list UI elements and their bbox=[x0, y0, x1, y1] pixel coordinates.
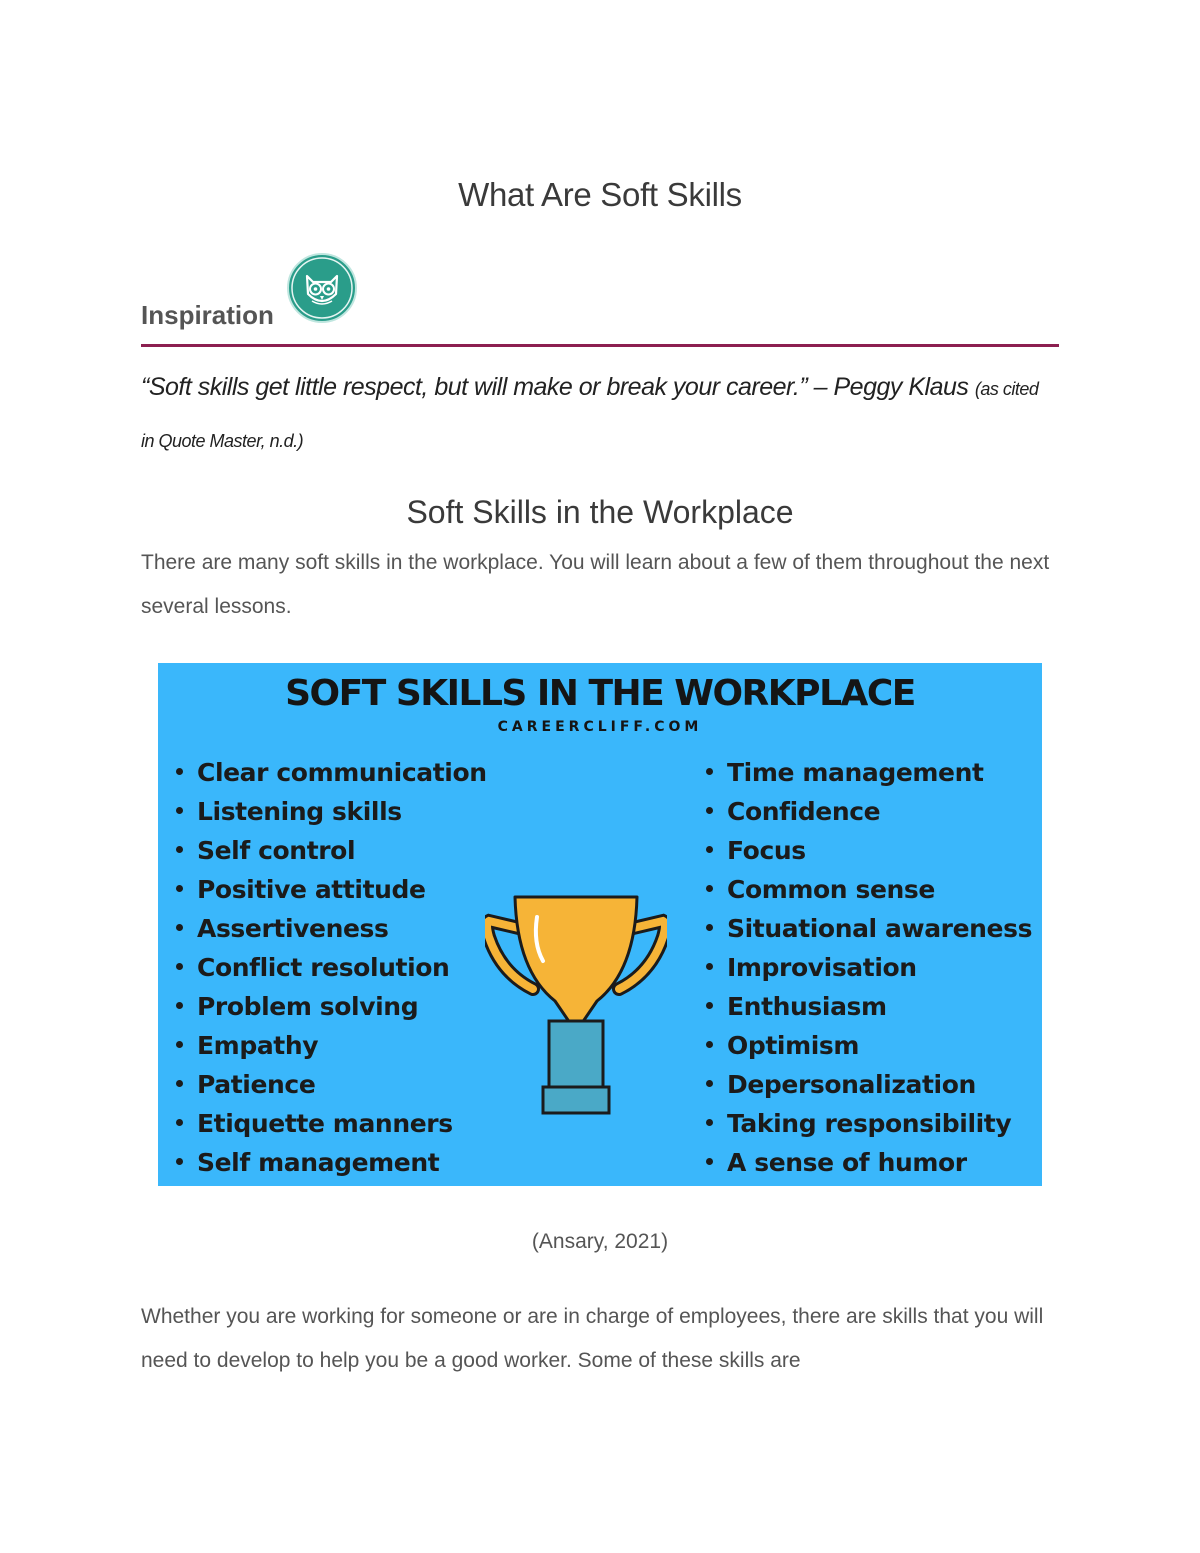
skill-item: Assertiveness bbox=[174, 909, 504, 948]
inspiration-header bbox=[140, 252, 1060, 348]
closing-paragraph: Whether you are working for someone or are in charge of employees, there are skills that you will need to develop to help you be a good worker. Some of these skills are bbox=[141, 1305, 1044, 1372]
quote-text: “Soft skills get little respect, but will make or break your career.” – Peggy Klaus bbox=[141, 373, 969, 401]
skill-item: Depersonalization bbox=[704, 1065, 1042, 1104]
skill-item: Positive attitude bbox=[174, 870, 504, 909]
skill-item: Common sense bbox=[704, 870, 1042, 909]
intro-paragraph: There are many soft skills in the workplace. You will learn about a few of them throughout the next several lessons. bbox=[141, 551, 1050, 618]
image-caption: (Ansary, 2021) bbox=[531, 1230, 669, 1253]
inspiration-quote bbox=[141, 362, 1041, 466]
skill-item: Problem solving bbox=[174, 987, 504, 1026]
soft-skills-infographic bbox=[158, 663, 1042, 1186]
skill-item: Conflict resolution bbox=[174, 948, 504, 987]
skill-item: Empathy bbox=[174, 1026, 504, 1065]
skill-item: Taking responsibility bbox=[704, 1104, 1042, 1143]
skill-item: Improvisation bbox=[704, 948, 1042, 987]
page-title: What Are Soft Skills bbox=[458, 176, 742, 213]
skill-item: Situational awareness bbox=[704, 909, 1042, 948]
left-skills-list bbox=[174, 753, 504, 1182]
skill-item: Time management bbox=[704, 753, 1042, 792]
right-skills-list bbox=[704, 753, 1042, 1182]
infographic-subtitle: CAREERCLIFF.COM bbox=[497, 719, 703, 735]
trophy-icon bbox=[485, 893, 667, 1119]
skill-item: Enthusiasm bbox=[704, 987, 1042, 1026]
owl-icon bbox=[286, 252, 358, 324]
inspiration-label: Inspiration bbox=[141, 300, 274, 330]
skill-item: Focus bbox=[704, 831, 1042, 870]
skill-item: Self control bbox=[174, 831, 504, 870]
skill-item: Listening skills bbox=[174, 792, 504, 831]
skill-item: Clear communication bbox=[174, 753, 504, 792]
infographic-title: SOFT SKILLS IN THE WORKPLACE bbox=[285, 673, 915, 714]
skill-item: Optimism bbox=[704, 1026, 1042, 1065]
skill-item: Patience bbox=[174, 1065, 504, 1104]
skill-item: A sense of humor bbox=[704, 1143, 1042, 1182]
skill-item: Confidence bbox=[704, 792, 1042, 831]
section-divider bbox=[141, 344, 1059, 347]
skill-item: Etiquette manners bbox=[174, 1104, 504, 1143]
skill-item: Self management bbox=[174, 1143, 504, 1182]
section-heading: Soft Skills in the Workplace bbox=[406, 494, 794, 530]
quote-citation: (as cited in Quote Master, n.d.) bbox=[141, 379, 1039, 451]
